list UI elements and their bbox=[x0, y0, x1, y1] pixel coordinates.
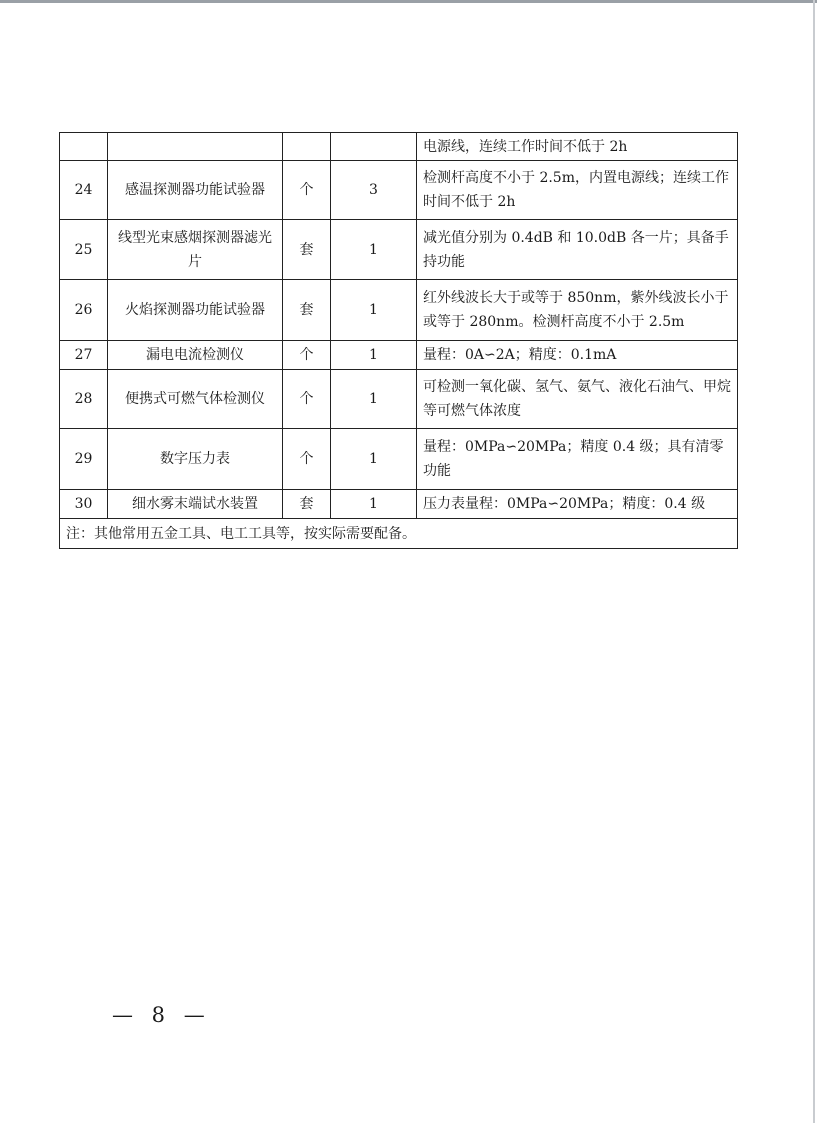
item-quantity: 1 bbox=[331, 341, 417, 370]
item-requirement: 量程：0A∽2A；精度：0.1mA bbox=[417, 341, 738, 370]
item-quantity bbox=[331, 133, 417, 161]
item-name: 细水雾末端试水装置 bbox=[108, 490, 283, 519]
item-name: 数字压力表 bbox=[108, 429, 283, 490]
table-row bbox=[60, 429, 738, 490]
table-note-row bbox=[60, 519, 738, 549]
item-unit bbox=[283, 133, 331, 161]
table-row bbox=[60, 220, 738, 280]
item-name: 感温探测器功能试验器 bbox=[108, 161, 283, 220]
table-row bbox=[60, 370, 738, 429]
item-quantity: 1 bbox=[331, 490, 417, 519]
item-requirement: 红外线波长大于或等于 850nm，紫外线波长小于或等于 280nm。检测杆高度不小于 2.5m bbox=[417, 280, 738, 341]
item-unit: 个 bbox=[283, 429, 331, 490]
page-number: — 8 — bbox=[112, 1003, 211, 1027]
scan-top-edge bbox=[0, 0, 817, 3]
item-unit: 个 bbox=[283, 370, 331, 429]
scan-right-edge bbox=[813, 0, 815, 1123]
item-unit: 个 bbox=[283, 341, 331, 370]
item-requirement: 量程：0MPa∽20MPa；精度 0.4 级；具有清零功能 bbox=[417, 429, 738, 490]
row-number: 29 bbox=[60, 429, 108, 490]
row-number: 24 bbox=[60, 161, 108, 220]
table-note: 注：其他常用五金工具、电工工具等，按实际需要配备。 bbox=[60, 519, 738, 549]
item-unit: 套 bbox=[283, 490, 331, 519]
table-row bbox=[60, 490, 738, 519]
item-requirement: 减光值分别为 0.4dB 和 10.0dB 各一片；具备手持功能 bbox=[417, 220, 738, 280]
row-number: 26 bbox=[60, 280, 108, 341]
table-row bbox=[60, 341, 738, 370]
table-row bbox=[60, 161, 738, 220]
item-requirement: 压力表量程：0MPa∽20MPa；精度：0.4 级 bbox=[417, 490, 738, 519]
item-unit: 套 bbox=[283, 280, 331, 341]
item-name: 便携式可燃气体检测仪 bbox=[108, 370, 283, 429]
row-number bbox=[60, 133, 108, 161]
item-quantity: 1 bbox=[331, 280, 417, 341]
item-quantity: 1 bbox=[331, 370, 417, 429]
row-number: 27 bbox=[60, 341, 108, 370]
row-number: 25 bbox=[60, 220, 108, 280]
item-unit: 套 bbox=[283, 220, 331, 280]
item-requirement: 电源线，连续工作时间不低于 2h bbox=[417, 133, 738, 161]
equipment-table bbox=[59, 132, 738, 549]
item-quantity: 3 bbox=[331, 161, 417, 220]
item-quantity: 1 bbox=[331, 220, 417, 280]
row-number: 28 bbox=[60, 370, 108, 429]
item-requirement: 可检测一氧化碳、氢气、氨气、液化石油气、甲烷等可燃气体浓度 bbox=[417, 370, 738, 429]
item-requirement: 检测杆高度不小于 2.5m，内置电源线；连续工作时间不低于 2h bbox=[417, 161, 738, 220]
table-row bbox=[60, 133, 738, 161]
table-row bbox=[60, 280, 738, 341]
item-unit: 个 bbox=[283, 161, 331, 220]
item-quantity: 1 bbox=[331, 429, 417, 490]
item-name bbox=[108, 133, 283, 161]
item-name: 火焰探测器功能试验器 bbox=[108, 280, 283, 341]
row-number: 30 bbox=[60, 490, 108, 519]
item-name: 线型光束感烟探测器滤光片 bbox=[108, 220, 283, 280]
item-name: 漏电电流检测仪 bbox=[108, 341, 283, 370]
